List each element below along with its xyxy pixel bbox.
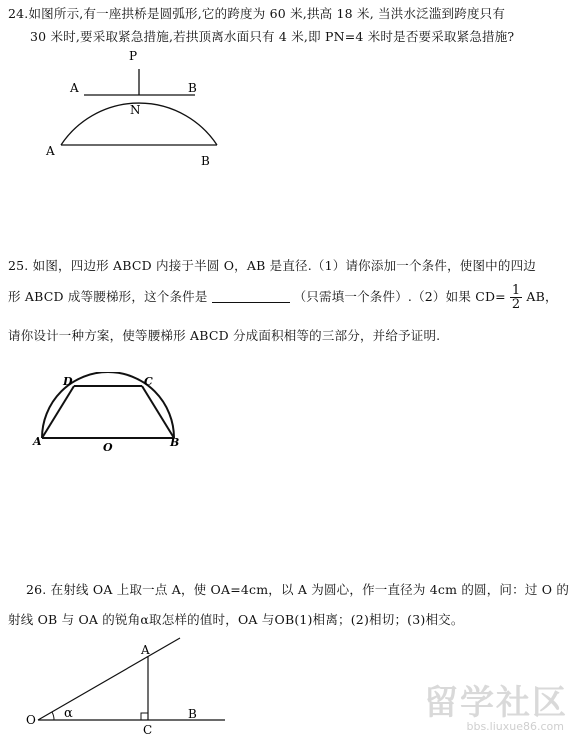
q26-right-angle-mark bbox=[141, 713, 148, 720]
q26-label-a: A bbox=[141, 643, 150, 657]
q25-answer-blank bbox=[212, 290, 290, 303]
q25-label-c: C bbox=[144, 375, 153, 388]
q25-label-b: B bbox=[170, 436, 180, 449]
q25-line2-pre: 形 ABCD 成等腰梯形，这个条件是 bbox=[8, 289, 208, 304]
q24-label-a: A bbox=[46, 144, 55, 158]
q24-line2: 30 米时,要采取紧急措施,若拱顶离水面只有 4 米,即 PN=4 米时是否要采取紧急措施? bbox=[30, 29, 515, 44]
q25-label-a: A bbox=[33, 435, 42, 448]
q25-line3: 请你设计一种方案，使等腰梯形 ABCD 分成面积相等的三部分，并给予证明. bbox=[8, 328, 441, 343]
q26-label-o: O bbox=[26, 713, 36, 727]
q25-line2 bbox=[8, 284, 558, 311]
q26-line2: 射线 OB 与 OA 的锐角α取怎样的值时，OA 与OB(1)相离；(2)相切；(3)相交。 bbox=[8, 612, 464, 627]
q26-label-b: B bbox=[188, 707, 197, 721]
q26-line1: 26. 在射线 OA 上取一点 A，使 OA=4cm，以 A 为圆心，作一直径为 4cm 的圆，问：过 O 的 bbox=[26, 582, 570, 597]
q24-label-a1: A bbox=[70, 81, 79, 95]
q25-line2-mid: （只需填一个条件）.（2）如果 CD= bbox=[293, 289, 506, 304]
q25-label-d: D bbox=[63, 375, 73, 388]
q25-fraction-half bbox=[510, 284, 522, 311]
q26-ray-oa bbox=[38, 638, 180, 720]
q24-label-p: P bbox=[129, 49, 138, 63]
q25-frac-numerator: 1 bbox=[511, 283, 521, 298]
q24-arch-bridge-figure bbox=[40, 48, 230, 173]
watermark-url: bbs.liuxue86.com bbox=[466, 720, 564, 733]
q26-label-c: C bbox=[143, 723, 153, 737]
q24-line1: 24.如图所示,有一座拱桥是圆弧形,它的跨度为 60 米,拱高 18 米, 当洪水泛滥到跨度只有 bbox=[8, 6, 506, 21]
q25-frac-denominator: 2 bbox=[511, 297, 521, 312]
site-watermark bbox=[420, 675, 570, 733]
watermark-text: 留学社区 bbox=[424, 683, 568, 723]
q24-label-b: B bbox=[201, 154, 210, 168]
q26-angle-figure bbox=[20, 632, 240, 739]
q25-line1: 25. 如图，四边形 ABCD 内接于半圆 O，AB 是直径.（1）请你添加一个条件，使图中的四边 bbox=[8, 258, 536, 273]
q25-line2-post: AB， bbox=[526, 289, 558, 304]
q24-label-n: N bbox=[130, 103, 141, 117]
q26-label-alpha: α bbox=[64, 706, 73, 721]
q25-semicircle-trapezoid-figure bbox=[30, 372, 190, 457]
q26-angle-arc bbox=[52, 712, 54, 720]
q24-label-b1: B bbox=[188, 81, 197, 95]
q25-label-o: O bbox=[103, 441, 113, 454]
